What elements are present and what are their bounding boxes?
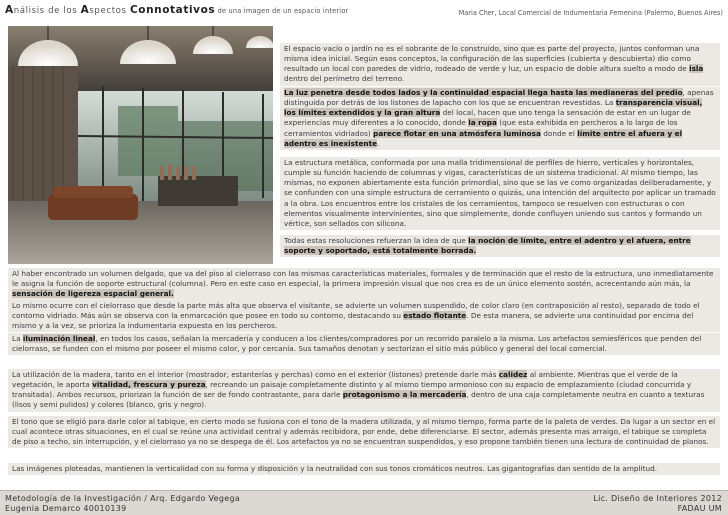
paragraph-6: Lo mismo ocurre con el cielorraso que desde la parte más alta que observa el visitante, se advierte un volumen suspendido, de color claro (en contraposición al resto), separado de todo el contorno vidriado. Más aún se observa con la enmarcación que posee en todo su contorno, destacando su estado flotante. De esta manera, se advierte una continuidad por encima del mismo y a la vez, se prioriza la indumentaria expuesta en los percheros. bbox=[8, 300, 720, 332]
header-caption: Maria Cher, Local Comercial de Indumentaria Femenina (Palermo, Buenos Aires) bbox=[458, 9, 723, 17]
paragraph-5: Al haber encontrado un volumen delgado, que va del piso al cielorraso con las mismas características materiales, formales y de terminación que el resto de la estructura, uno inmediatamente le asigna la función de soporte estructural (columna). Pero en este caso en especial, la primera impresión visual que nos crea es de un único elemento sostén, acrecentando aún más, la sensación de ligereza espacial general. bbox=[8, 268, 720, 300]
page-header bbox=[0, 0, 728, 22]
paragraph-4: Todas estas resoluciones refuerzan la idea de que la noción de límite, entre el adentro y el afuera, entre soporte y soportado, está totalmente borrada. bbox=[280, 235, 720, 257]
page-footer bbox=[0, 490, 728, 515]
footer-degree: Lic. Diseño de Interiores 2012 bbox=[593, 494, 722, 503]
paragraph-10: Las imágenes ploteadas, mantienen la verticalidad con su forma y disposición y la neutralidad con sus tonos cromáticos neutros. Las gigantografías dan sentido de la amplitud. bbox=[8, 463, 720, 475]
title-part: nálisis de los bbox=[13, 6, 81, 16]
store-interior-photo bbox=[8, 26, 273, 264]
page-title bbox=[5, 4, 348, 16]
paragraph-9: El tono que se eligió para darle color al tabique, en cierto modo se fusiona con el tono de la madera utilizada, y al mismo tiempo, forma parte de la paleta de verdes. Da lugar a un sector en el cual acontece otras situaciones, en el cual se reúne una actividad central y además recibidora, por ende, debe diferenciarse. El sector, además presenta mas arraigo, el tabique se completa de piso a techo, sin interrupción, y el cielorraso ya no se despega de él. Los artefactos ya no se encuentran suspendidos, y eso propone también tienen una lectura de continuidad de planos. bbox=[8, 416, 720, 448]
title-initial-a2: A bbox=[80, 4, 90, 16]
paragraph-2: La luz penetra desde todos lados y la continuidad espacial llega hasta las medianeras del predio, apenas distinguida por detrás de los listones de lapacho con los que se encuentran revestidas. La transparencia visual, los límites extendidos y la gran altura del local, hacen que uno tenga la sensación de estar en un lugar de experiencias muy diferentes a lo conocido, donde la ropa (que esta exhibida en percheros a lo largo de los cerramientos vidriados) parece flotar en una atmósfera luminosa donde el límite entre el afuera y el adentro es inexistente. bbox=[280, 87, 720, 150]
title-part: spectos bbox=[89, 6, 130, 16]
title-initial-a: A bbox=[5, 4, 14, 16]
title-bold-word: Connotativos bbox=[129, 4, 216, 16]
title-subtitle: de una imagen de un espacio interior bbox=[215, 7, 349, 15]
footer-institution: FADAU UM bbox=[677, 504, 722, 513]
paragraph-7: La iluminación lineal, en todos los casos, señalan la mercadería y conducen a los clientes/compradores por un recorrido paralelo a la misma. Los artefactos semiesféricos que penden del cielorraso, se funden con el mismo por poseer el mismo color, y por cercanía. Sus tamaños denotan y sectorizan el sitio más público y general del local comercial. bbox=[8, 333, 720, 355]
paragraph-3: La estructura metálica, conformada por una malla tridimensional de perfiles de hierro, verticales y horizontales, cumple su función haciendo de columnas y vigas, características de un sistema tradicional. Al mismo tiempo, las mismas, no exponen abiertamente esta función primordial, sino que se las ve como organizadas deliberadamente, y se confunden con una simple estructura de cerramiento o quizás, una intención del arquitecto por aplicar un tramado a la obra. Los encuentros entre los cristales de los cerramientos, tampoco se resuelven con estructuras o con elementos visualmente intervinientes, sino que simplemente, donde confluyen uniendo sus cantos y formando un vértice, son sellados con silicona. bbox=[280, 157, 720, 230]
footer-course: Metodología de la Investigación / Arq. Edgardo Vegega bbox=[5, 494, 241, 503]
paragraph-8: La utilización de la madera, tanto en el interior (mostrador, estanterías y perchas) como en el exterior (listones) pretende darle más calidez al ambiente. Mientras que el verde de la vegetación, le aporta vitalidad, frescura y pureza, recreando un paisaje completamente distinto y al mismo tiempo armonioso con su espacio de emplazamiento (ciudad concurrida y transitada). Ambos recursos, priorizan la función de ser de fondo contrastante, para darle protagonismo a la mercadería, dentro de una caja completamente neutra en cuanto a texturas (lisos y semi pulidos) y colores (blanco, gris y negro). bbox=[8, 369, 720, 412]
footer-student: Eugenia Demarco 40010139 bbox=[5, 504, 127, 513]
paragraph-1: El espacio vacío o jardín no es el sobrante de lo construido, sino que es parte del proyecto, juntos conforman una misma idea inicial. Según esos conceptos, la configuración de las superficies (cubierta y descubierta) dio como resultado un local con paredes de vidrio, rodeado de verde y luz, un espacio de doble altura suelto a modo de isla dentro del perímetro del terreno. bbox=[280, 43, 720, 86]
